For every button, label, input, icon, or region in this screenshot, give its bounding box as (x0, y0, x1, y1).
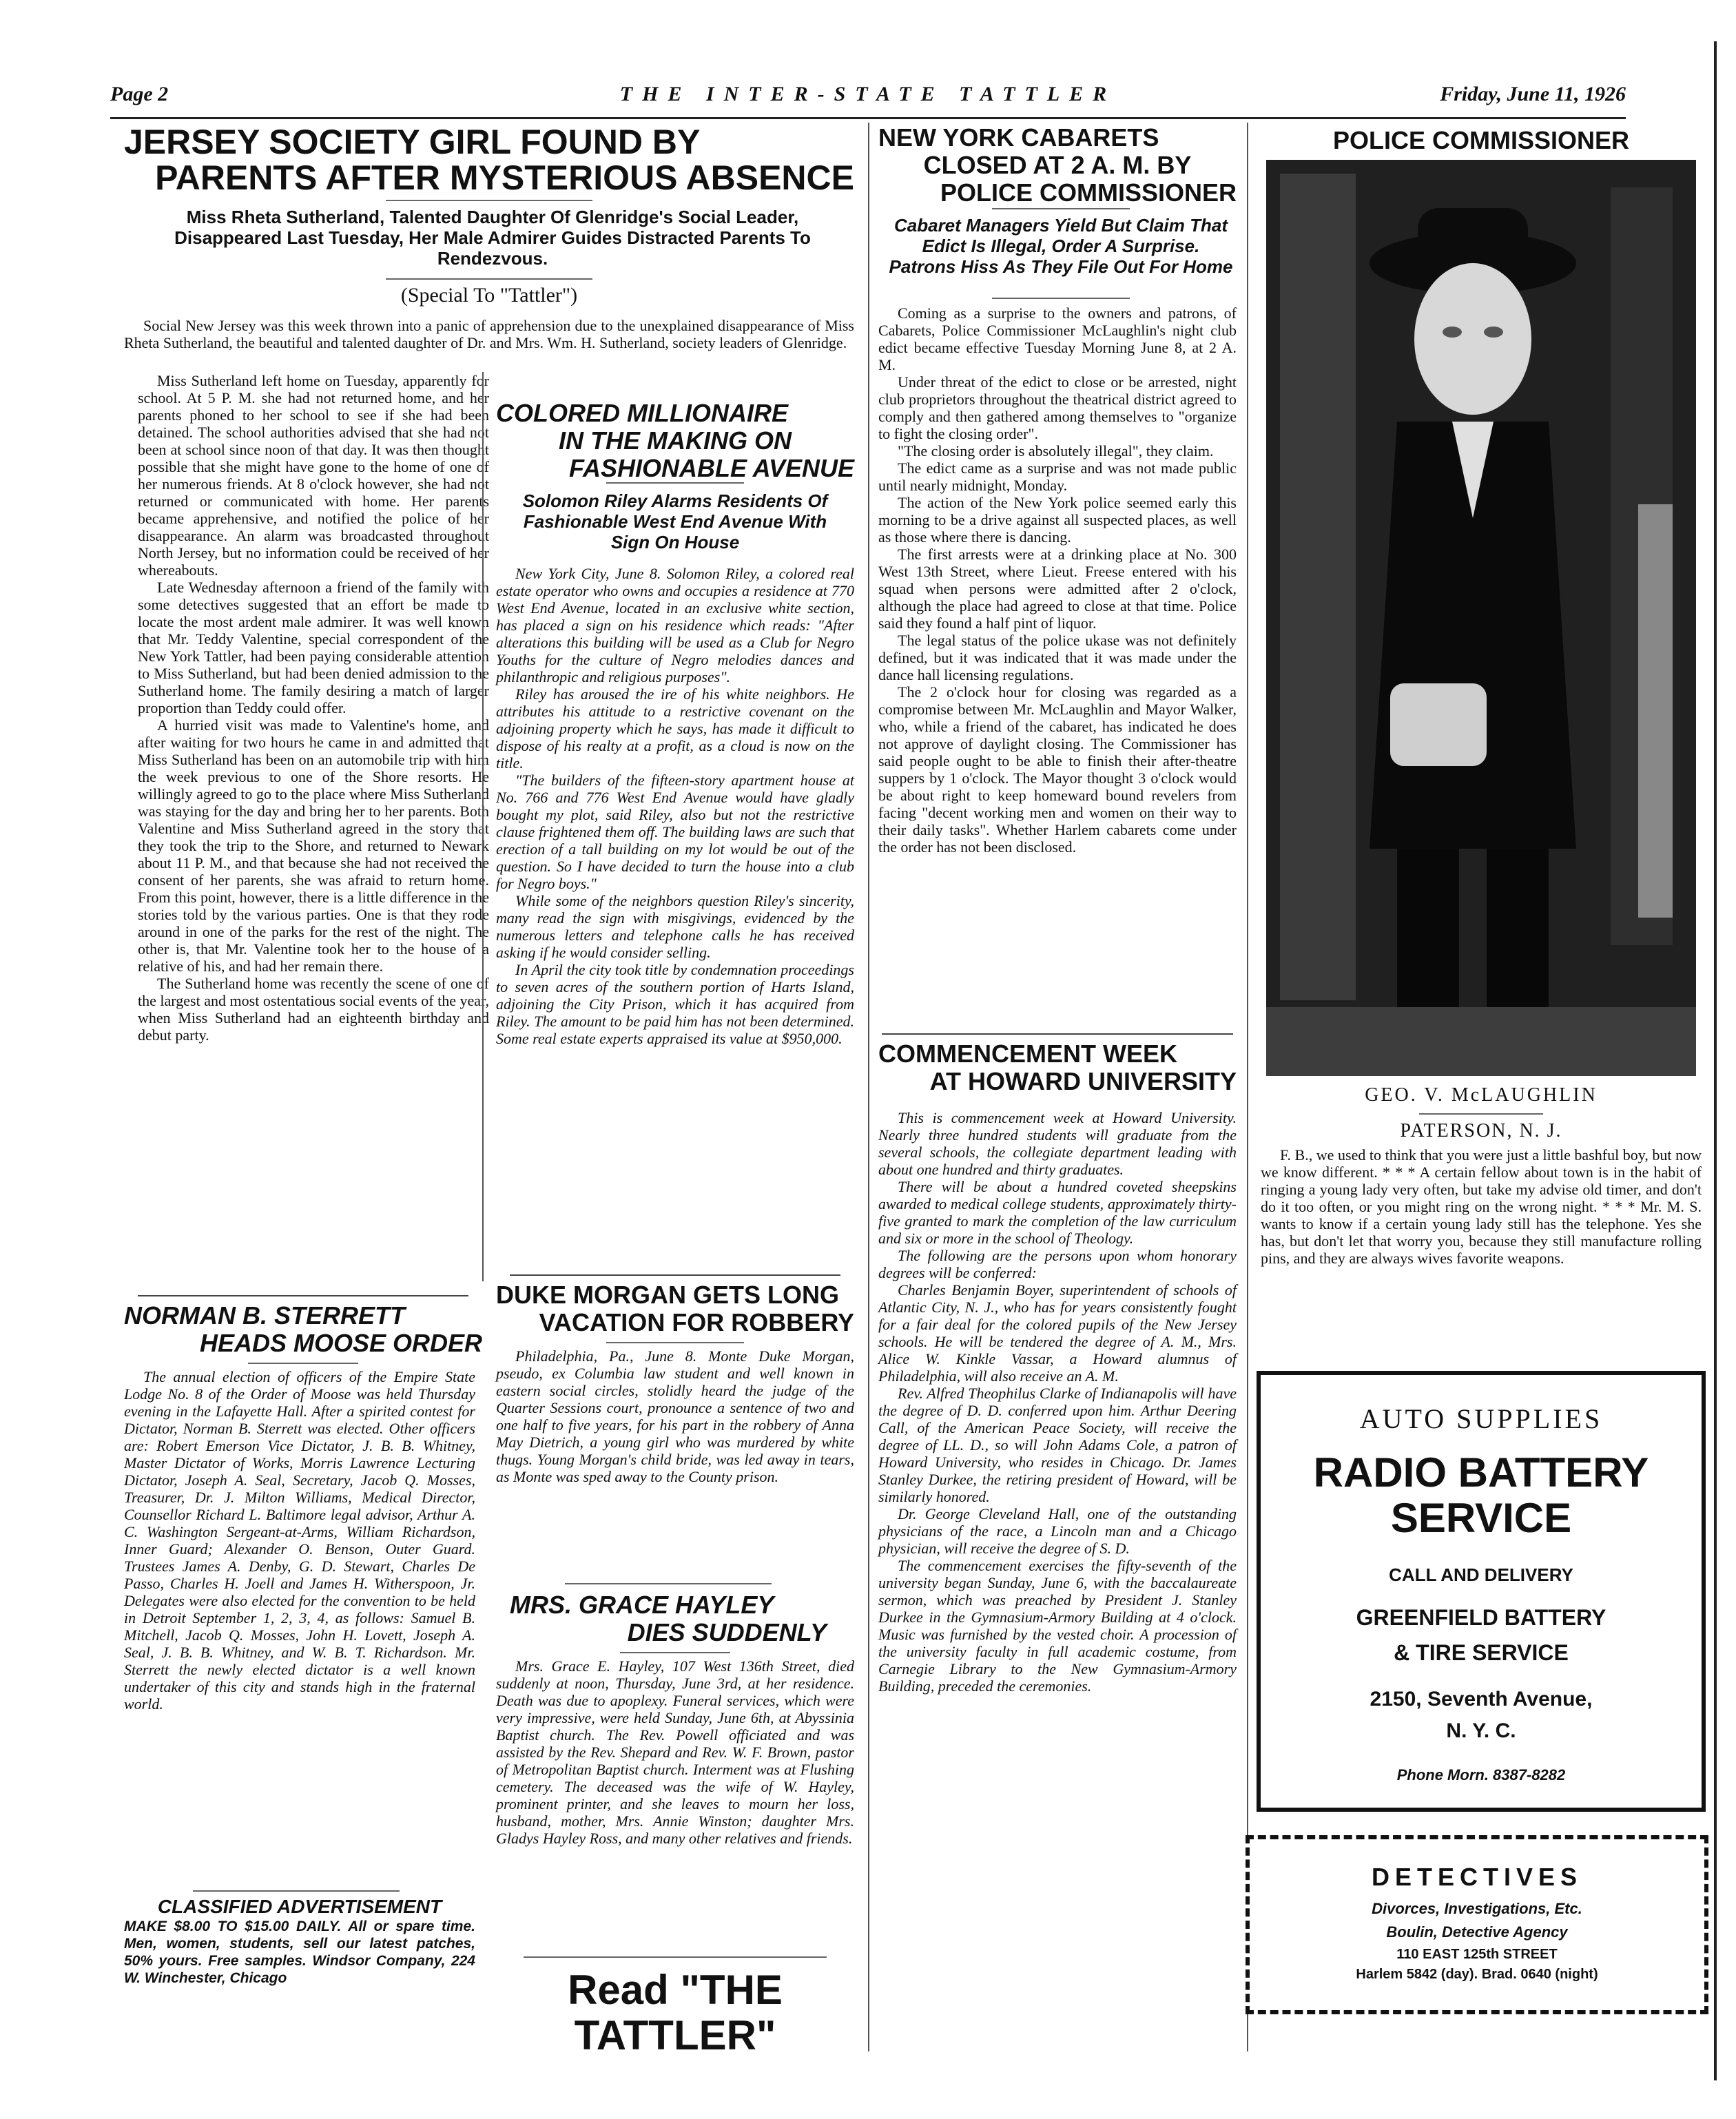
read-the-tattler-promo: Read "THE TATTLER" (568, 1967, 783, 2058)
portrait-figure-icon (1266, 160, 1696, 1076)
ad-line: 110 EAST 125th STREET (1396, 1947, 1558, 1962)
ad-line: AUTO SUPPLIES (1359, 1403, 1603, 1434)
paragraph: Rev. Alfred Theophilus Clarke of Indianapolis will have the degree of D. D. conferred upon him. Arthur Deering Call, of the American Peace Society, will receive the degree of LL. D., so will John Adams Cole, a patron of Howard University, who resides in Chicago. Dr. James Stanley Durkee, the retiring president of Howard, will be similarly honored. (878, 1385, 1237, 1505)
article-duke-headline (496, 1281, 854, 1336)
paragraph: Mrs. Grace E. Hayley, 107 West 136th Street, died suddenly at noon, Thursday, June 3rd, at her residence. Death was due to apoplexy. Funeral services, which were very impressive, were held Sunday, June 6th, at Abyssinia Baptist church. The Rev. Powell officiated and was assisted by the Rev. Shepard and Rev. W. F. Brown, pastor of Metropolitan Baptist church. Interment was at Flushing cemetery. The deceased was the wife of W. Hayley, prominent printer, and she leaves to mourn her loss, husband, mother, Mrs. Annie Winston; daughter Mrs. Gladys Hayley Ross, and many other relatives and friends. (496, 1657, 854, 1847)
section-rule (882, 1033, 1233, 1035)
ad-line: & TIRE SERVICE (1394, 1640, 1569, 1665)
special-dateline: (Special To "Tattler") (400, 284, 578, 307)
headline-line: COLORED MILLIONAIRE (496, 399, 788, 427)
headline-line: DIES SUDDENLY (627, 1618, 827, 1646)
paragraph: F. B., we used to think that you were just a little bashful boy, but now we know different. * * * A certain fellow about town is in the habit of ringing a young lady very often, but take my advise old timer, and don't do it too often, or you might ring on the wrong night. * * * Mr. M. S. wants to know if a certain young lady still has the telephone. Yes she has, but don't let that worry you, because they still manufacture rolling pins, and they are always wives favorite weapons. (1261, 1146, 1702, 1267)
commissioner-photo (1266, 160, 1696, 1076)
paragraph: A hurried visit was made to Valentine's home, and after waiting for two hours he came in and admitted that Miss Sutherland has been on an automobile trip with him the week previous to one of the Shore resorts. He willingly agreed to go to the place where Miss Sutherland was staying for the day and bring her to her parents. Both Valentine and Miss Sutherland agreed in the story that they took the trip to the Shore, and returned to Newark about 11 P. M., and that because she had not received the consent of her parents, she was afraid to return home. From this point, however, there is a little difference in the stories told by the various parties. One is that they rode around in one of the parks for the rest of the night. The other is, that Mr. Valentine took her to the house of a relative of his, and had her remain there. (138, 716, 489, 975)
article-colored-body (496, 565, 854, 1047)
classified-section (124, 1896, 475, 1987)
paragraph: Charles Benjamin Boyer, superintendent of schools of Atlantic City, N. J., who has for years consistently fought for a fair deal for the colored pupils of the New Jersey schools. He will be tendered the degree of A. M., Mrs. Alice W. Kinkle Vassar, a Howard alumnus of Philadelphia, will also receive an A. M. (878, 1281, 1237, 1385)
headline-line: PARENTS AFTER MYSTERIOUS ABSENCE (155, 158, 854, 197)
paragraph: The action of the New York police seemed early this morning to be a drive against all suspected places, as well as those where there is dancing. (878, 494, 1237, 546)
page-edge-line (1714, 41, 1717, 2080)
article-moose-headline (124, 1302, 482, 1357)
article-commencement-headline (878, 1040, 1237, 1095)
rule (524, 1956, 827, 1958)
paragraph: The Sutherland home was recently the scene of one of the largest and most ostentatious social events of the year, when Miss Sutherland had an eighteenth birthday and debut party. (138, 975, 489, 1044)
paragraph: Under threat of the edict to close or be arrested, night club proprietors throughout the theatrical district agreed to comply and then gathered among themselves to "organize to fight the closing order". (878, 373, 1237, 442)
ad-line: Boulin, Detective Agency (1386, 1923, 1568, 1941)
headline-line: FASHIONABLE AVENUE (568, 454, 854, 482)
ad-line: 2150, Seventh Avenue, (1370, 1688, 1593, 1710)
page-number: Page 2 (110, 83, 169, 105)
ad-line: Divorces, Investigations, Etc. (1372, 1900, 1582, 1917)
ad-line: CALL AND DELIVERY (1389, 1564, 1573, 1585)
subheadline: Solomon Riley Alarms Residents Of Fashionable West End Avenue With Sign On House (522, 490, 828, 552)
headline-line: COMMENCEMENT WEEK (878, 1040, 1177, 1068)
ad-radio-battery (1257, 1371, 1706, 1812)
paragraph: Late Wednesday afternoon a friend of the family with some detectives suggested that an effort be made to locate the most ardent male admirer. It was well known that Mr. Teddy Valentine, special correspondent of the New York Tattler, had been paying considerable attention to Miss Sutherland, but had been denied admission to the Sutherland home. The family desiring a match of larger proportion than Teddy could offer. (138, 579, 489, 716)
headline-line: MRS. GRACE HAYLEY (510, 1591, 774, 1619)
article-hayley-body (496, 1657, 854, 1847)
article-colored-headline (496, 400, 854, 482)
paragraph: While some of the neighbors question Riley's sincerity, many read the sign with misgivings, evidenced by the numerous letters and telephone calls he has received asking if he would consider selling. (496, 892, 854, 961)
rule (992, 298, 1130, 299)
headline-line: AT HOWARD UNIVERSITY (929, 1067, 1237, 1095)
article-jersey-subhead (138, 207, 847, 269)
article-jersey-body (138, 372, 489, 1044)
ad-line: GREENFIELD BATTERY (1356, 1605, 1606, 1630)
paragraph: This is commencement week at Howard University. Nearly three hundred students will graduate from the several schools, the collegiate department leading with about one hundred and thirty graduates. (878, 1109, 1237, 1178)
headline-line: IN THE MAKING ON (559, 426, 792, 455)
article-jersey-intro (124, 317, 854, 351)
rule (248, 1363, 358, 1364)
paragraph: "The closing order is absolutely illegal", they claim. (898, 442, 1214, 459)
paragraph: The 2 o'clock hour for closing was regarded as a compromise between Mr. McLaughlin and Mayor Walker, who, while a friend of the cabaret, has indicated he does not approve of daylight closing. The Commissioner has said people ought to be able to finish their after-theatre suppers by 1 o'clock. The Mayor thought 3 o'clock would be about right to keep homeward bound revelers from facing "decent working men and women on their way to their daily tasks". Whether Harlem cabarets come under the order has not been disclosed. (878, 683, 1237, 856)
classified-heading: CLASSIFIED ADVERTISEMENT (157, 1896, 442, 1917)
paragraph: Social New Jersey was this week thrown into a panic of apprehension due to the unexplained disappearance of Miss Rheta Sutherland, the beautiful and talented daughter of Dr. and Mrs. Wm. H. Sutherland, society leaders of Glenridge. (124, 317, 854, 351)
column-divider (482, 372, 484, 1281)
rule (606, 1342, 744, 1343)
headline-line: HEADS MOOSE ORDER (199, 1329, 482, 1357)
paragraph: New York City, June 8. Solomon Riley, a colored real estate operator who owns and occupies a residence at 770 West End Avenue, located in an exclusive white section, has placed a sign on his residence which reads: "After alterations this building will be used as a Club for Negro Youths for the culture of Negro melodies dances and philanthropic and religious purposes". (496, 565, 854, 685)
paragraph: Dr. George Cleveland Hall, one of the outstanding physicians of the race, a Lincoln man and a Chicago physician, will receive the degree of S. D. (878, 1505, 1237, 1557)
rule (386, 278, 592, 280)
article-hayley-headline (496, 1591, 854, 1646)
paragraph: Philadelphia, Pa., June 8. Monte Duke Morgan, pseudo, ex Columbia law student and well known in eastern social circles, stolidly heard the judge of the Quarter Sessions court, pronounce a sentence of two and one half to five years, for his part in the robbery of Anna May Dietrich, a young girl who was murdered by white thugs. Young Morgan's child bride, was led away in tears, as Monte was sped away to the County prison. (496, 1347, 854, 1485)
paragraph: "The builders of the fifteen-story apartment house at No. 766 and 776 West End Avenue would have gladly bought my plot, said Riley, also but not the restrictive clause frightened them off. The building laws are such that erection of a tall building on my lot would be out of the question. So I have decided to turn the house into a club for Negro boys." (496, 772, 854, 892)
photo-heading: POLICE COMMISSIONER (1332, 126, 1630, 154)
paragraph: The first arrests were at a drinking place at No. 300 West 13th Street, where Lieut. Freese entered with his squad when persons were admitted after 2 o'clock, although the place had agreed to close at that time. Police said they found a half pint of liquor. (878, 546, 1237, 632)
article-colored-subhead (503, 490, 847, 552)
ad-line: RADIO BATTERY (1313, 1449, 1649, 1496)
column-divider (1247, 123, 1248, 2051)
article-cabarets-headline (878, 124, 1237, 207)
section-rule (138, 1295, 468, 1296)
subheadline: Cabaret Managers Yield But Claim That Edict Is Illegal, Order A Surprise. Patrons Hiss As They File Out For Home (889, 215, 1233, 277)
article-cabarets-body (878, 304, 1237, 856)
ad-line: SERVICE (1390, 1495, 1572, 1541)
paragraph: The legal status of the police ukase was not definitely defined, but it was indicated that it was made under the dance hall licensing regulations. (878, 632, 1237, 683)
headline-line: VACATION FOR ROBBERY (539, 1308, 854, 1336)
article-paterson-body (1261, 1146, 1702, 1267)
rule (386, 200, 592, 201)
paragraph: There will be about a hundred coveted sheepskins awarded to medical college students, approximately thirty-five granted to mark the completion of the law curriculum and six or more in the school of Theology. (878, 1178, 1237, 1247)
ad-line: N. Y. C. (1446, 1719, 1516, 1742)
headline-line: NEW YORK CABARETS (878, 123, 1159, 152)
section-rule (510, 1274, 840, 1276)
rule (620, 1652, 730, 1653)
paragraph: In April the city took title by condemnation proceedings to seven acres of the southern portion of Harts Island, adjoining the City Prison, which it has acquired from Riley. The amount to be paid him has not been determined. Some real estate experts appraised its value at $950,000. (496, 961, 854, 1047)
article-commencement-body (878, 1109, 1237, 1695)
issue-date: Friday, June 11, 1926 (1440, 83, 1626, 105)
ad-line: Harlem 5842 (day). Brad. 0640 (night) (1356, 1967, 1598, 1982)
rule (606, 482, 744, 484)
paragraph: The edict came as a surprise and was not made public until nearly midnight, Monday. (878, 459, 1237, 494)
article-duke-body (496, 1347, 854, 1485)
ad-line: Phone Morn. 8387-8282 (1396, 1766, 1566, 1784)
column-divider (868, 123, 869, 2051)
classified-body: MAKE $8.00 TO $15.00 DAILY. All or spare time. Men, women, students, sell our latest patches, 50% yours. Free samples. Windsor Company, 224 W. Winchester, Chicago (124, 1919, 475, 1986)
paterson-heading: PATERSON, N. J. (1400, 1120, 1562, 1141)
subheadline: Miss Rheta Sutherland, Talented Daughter Of Glenridge's Social Leader, Disappeared Last Tuesday, Her Male Admirer Guides Distracted Parents To Rendezvous. (174, 207, 811, 269)
article-jersey-headline (124, 124, 854, 196)
headline-line: CLOSED AT 2 A. M. BY (923, 151, 1192, 179)
rule (565, 1583, 772, 1584)
paragraph: The commencement exercises the fifty-seventh of the university began Sunday, June 6, with the baccalaureate sermon, which was preached by President J. Stanley Durkee in the Gymnasium-Armory Building at 4 o'clock. Music was furnished by the vested choir. A procession of the university faculty in full academic costume, from Carnegie Library to the New Gymnasium-Armory Building, preceded the ceremonies. (878, 1557, 1237, 1695)
headline-line: POLICE COMMISSIONER (940, 178, 1237, 207)
rule (992, 208, 1130, 209)
newspaper-title: THE INTER-STATE TATTLER (619, 83, 1117, 105)
rule (193, 1890, 400, 1892)
headline-line: JERSEY SOCIETY GIRL FOUND BY (124, 123, 701, 161)
paragraph: The following are the persons upon whom honorary degrees will be conferred: (878, 1247, 1237, 1281)
rule (1419, 1113, 1543, 1115)
paragraph: Riley has aroused the ire of his white neighbors. He attributes his attitude to a restrictive covenant on the adjoining property which he says, has made it difficult to dispose of his realty at a profit, as a cloud is now on the title. (496, 685, 854, 772)
masthead (110, 83, 1626, 110)
article-moose-body (124, 1368, 475, 1713)
masthead-rule (110, 117, 1626, 119)
article-cabarets-subhead (889, 215, 1233, 277)
ad-detectives (1246, 1835, 1708, 2014)
paragraph: The annual election of officers of the Empire State Lodge No. 8 of the Order of Moose was held Thursday evening in the Lafayette Hall. After a spirited contest for Dictator, Norman B. Sterrett was elected. Other officers are: Robert Emerson Vice Dictator, J. B. B. Whitney, Master Dictator of Works, Morris Lawrence Lecturing Dictator, Joseph A. Seal, Secretary, Jacob Q. Mosses, Treasurer, Dr. J. Milton Williams, Medical Director, Counsellor Richard L. Baltimore legal advisor, Arthur A. C. Washington Sergeant-at-Arms, William Richardson, Inner Guard; Alexander O. Benson, Outer Guard. Trustees James A. Denby, G. D. Stewart, Charles De Passo, Charles H. Joell and James H. Witherspoon, Jr. Delegates were also elected for the convention to be held in Detroit September 1, 2, 3, 4, as follows: Samuel B. Mitchell, Jacob Q. Mosses, John H. Lovett, Joseph A. Seal, J. B. B. Whitney, and W. B. T. Richardson. Mr. Sterrett the newly elected dictator is a well known undertaker of this city and stands high in the fraternal world. (124, 1368, 475, 1713)
headline-line: DUKE MORGAN GETS LONG (496, 1281, 840, 1309)
paragraph: Miss Sutherland left home on Tuesday, apparently for school. At 5 P. M. she had not returned home, and her parents phoned to her school to see if she had been detained. The school authorities advised that she had not been at school since noon of that day. It was then thought possible that she might have gone to the home of one of her numerous friends. At 8 o'clock however, she had not returned or communicated with home. Her parents became apprehensive, and notified the police of her disappearance. An alarm was broadcasted throughout North Jersey, but no information could be received of her whereabouts. (138, 372, 489, 579)
headline-line: NORMAN B. STERRETT (124, 1301, 405, 1330)
paragraph: Coming as a surprise to the owners and patrons, of Cabarets, Police Commissioner McLaughlin's night club edict became effective Tuesday Morning June 8, at 2 A. M. (878, 304, 1237, 373)
photo-caption: GEO. V. McLAUGHLIN (1365, 1084, 1598, 1106)
ad-line: DETECTIVES (1371, 1863, 1583, 1891)
